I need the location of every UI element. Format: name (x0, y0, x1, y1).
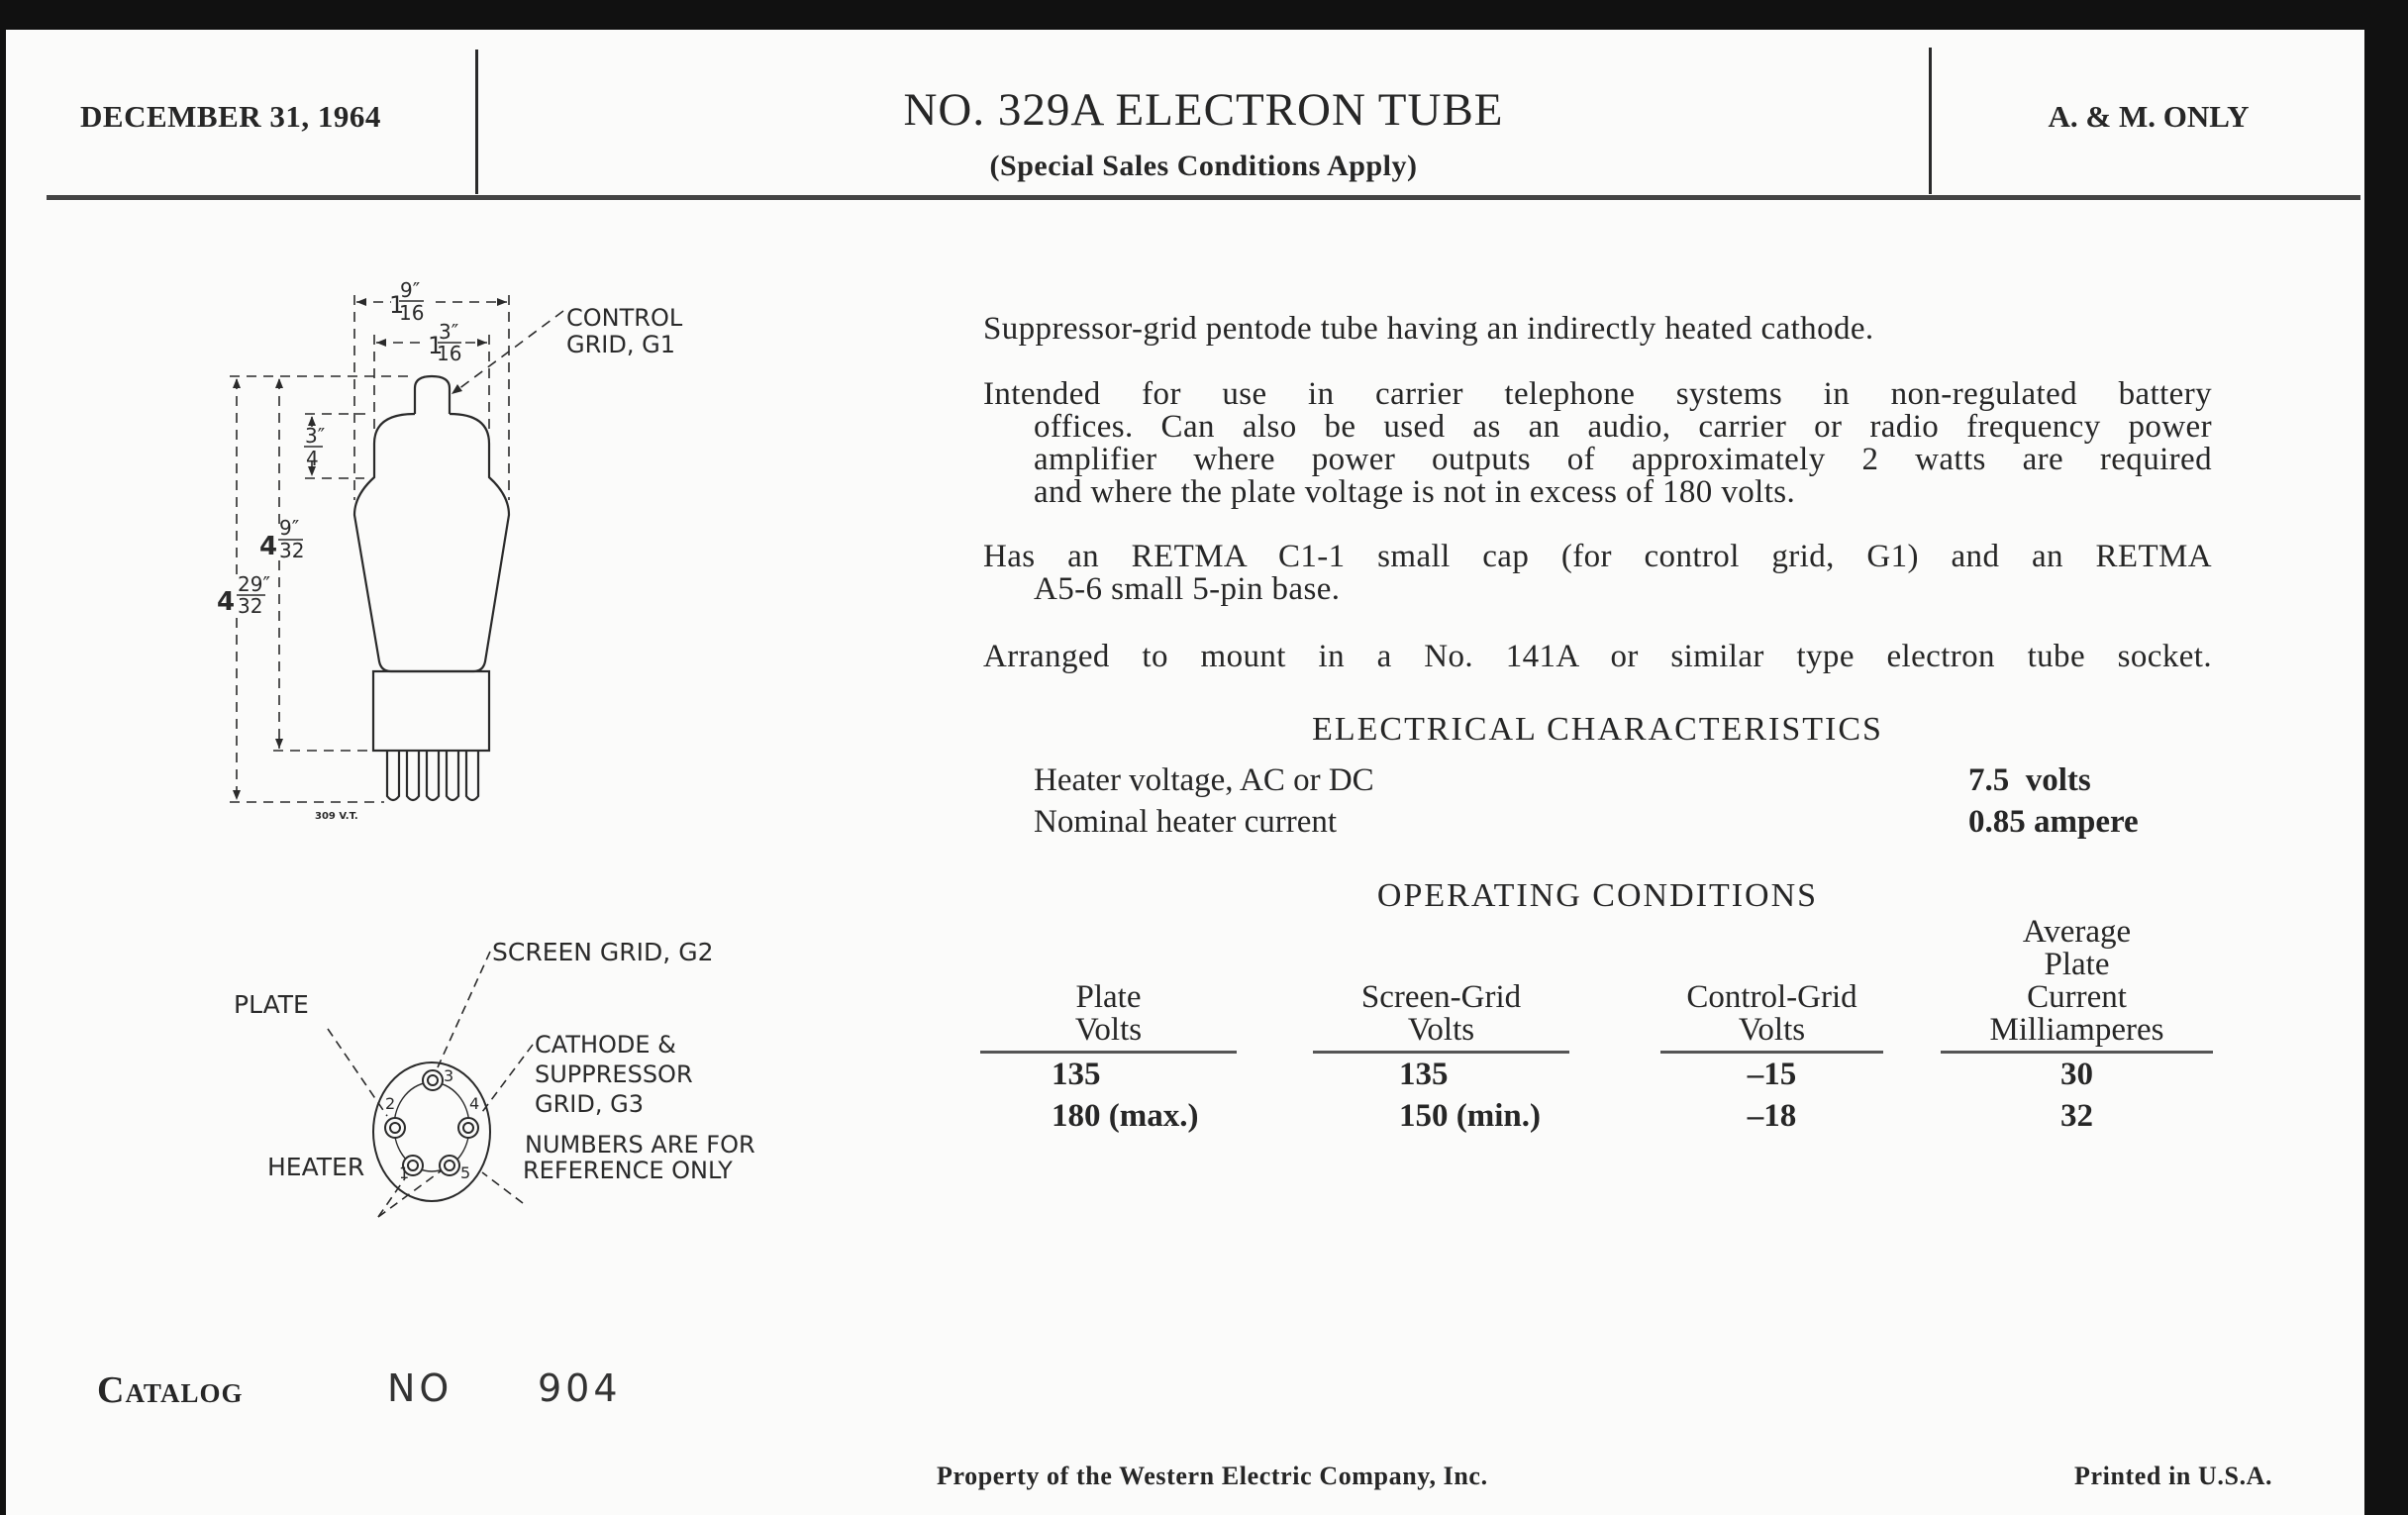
operating-heading: OPERATING CONDITIONS (1376, 877, 1819, 914)
tube-base (373, 671, 489, 751)
electrical-label: Nominal heater current (1034, 804, 1338, 840)
page-title: NO. 329A ELECTRON TUBE (903, 84, 1504, 136)
dimension-labels (217, 278, 683, 822)
dim-overall-height-num: 29″ (238, 572, 270, 596)
pin-number: 1 (399, 1163, 410, 1182)
dim-seated-height-den: 32 (279, 539, 305, 562)
column-header: Milliamperes (1989, 1012, 2164, 1048)
catalog-label: Catalog (97, 1369, 244, 1411)
grid-cap (415, 376, 450, 414)
table-cell: 32 (2060, 1098, 2093, 1134)
dim-inner-width-num: 3″ (439, 320, 459, 344)
column-header: Plate (2044, 947, 2110, 982)
electrical-label: Heater voltage, AC or DC (1034, 762, 1374, 798)
electrical-value: 7.5 volts (1968, 762, 2091, 798)
pin-sockets (385, 1070, 478, 1175)
footer-property: Property of the Western Electric Company, Inc. (937, 1462, 1488, 1490)
control-grid-label: GRID, G1 (566, 331, 675, 358)
reference-note: NUMBERS ARE FOR (525, 1131, 755, 1159)
paragraph-line: Arranged to mount in a No. 141A or similar type electron tube socket. (983, 639, 2212, 674)
base-pins (387, 751, 478, 800)
dim-seated-height-whole: 4 (259, 532, 278, 561)
dim-shoulder-num: 3″ (305, 424, 326, 448)
pin-number: 5 (460, 1163, 471, 1182)
heater-label: HEATER (267, 1153, 365, 1181)
paragraph-line: and where the plate voltage is not in excess of 180 volts. (1034, 474, 1796, 510)
table-cell: 135 (1052, 1057, 1101, 1092)
paragraph-line: Suppressor-grid pentode tube having an indirectly heated cathode. (983, 311, 1874, 347)
cathode-label: GRID, G3 (535, 1090, 644, 1118)
table-cell: 30 (2060, 1057, 2093, 1092)
paragraph-line: Intended for use in carrier telephone systems in non-regulated battery (983, 376, 2212, 412)
table-cell: 180 (max.) (1052, 1098, 1199, 1134)
reference-note: REFERENCE ONLY (523, 1157, 733, 1184)
column-header: Plate (1075, 979, 1142, 1015)
cathode-label: CATHODE & (535, 1031, 676, 1059)
electrical-value: 0.85 ampere (1968, 804, 2139, 840)
catalog-no-label: NO (387, 1366, 453, 1410)
paragraph-line: amplifier where power outputs of approximately 2 watts are required (1034, 442, 2212, 477)
dim-outer-width-num: 9″ (400, 278, 421, 302)
dim-overall-height-whole: 4 (217, 587, 236, 617)
page-subtitle: (Special Sales Conditions Apply) (989, 150, 1418, 182)
catalog-number: 904 (538, 1366, 622, 1410)
paragraph-line: offices. Can also be used as an audio, carrier or radio frequency power (1034, 409, 2212, 445)
dim-shoulder-den: 4 (306, 447, 319, 470)
drawing-number: 309 V.T. (315, 811, 358, 822)
dim-inner-width-den: 16 (437, 342, 462, 365)
screen-grid-label: SCREEN GRID, G2 (492, 938, 714, 966)
dim-overall-height-den: 32 (238, 594, 263, 618)
column-header: Current (2027, 979, 2127, 1015)
pin-number: 4 (469, 1094, 480, 1113)
table-cell: 135 (1399, 1057, 1449, 1092)
table-cell: –18 (1747, 1098, 1797, 1134)
footer-printed: Printed in U.S.A. (2074, 1462, 2273, 1490)
column-header: Volts (1074, 1012, 1143, 1048)
table-cell: –15 (1747, 1057, 1797, 1092)
dim-seated-height-num: 9″ (279, 516, 300, 540)
dim-outer-width-den: 16 (399, 301, 425, 325)
base-pin-diagram (234, 938, 755, 1217)
plate-label: PLATE (234, 990, 309, 1019)
paragraph-line: A5-6 small 5-pin base. (1034, 571, 1341, 607)
column-header: Control-Grid (1686, 979, 1857, 1015)
paragraph-line: Has an RETMA C1-1 small cap (for control grid, G1) and an RETMA (983, 539, 2212, 574)
column-header: Volts (1738, 1012, 1806, 1048)
column-header: Screen-Grid (1360, 979, 1522, 1015)
cathode-label: SUPPRESSOR (535, 1060, 693, 1088)
column-header: Average (2022, 914, 2132, 950)
tube-outline-drawing (354, 376, 509, 800)
glass-bulb (354, 414, 509, 671)
pin-number: 2 (385, 1094, 396, 1113)
electrical-heading: ELECTRICAL CHARACTERISTICS (1312, 711, 1883, 748)
dim-outer-width-whole: 1 (389, 291, 405, 319)
dim-inner-width-whole: 1 (428, 332, 444, 359)
restriction-label: A. & M. ONLY (2048, 99, 2250, 134)
column-header: Volts (1407, 1012, 1475, 1048)
table-cell: 150 (min.) (1399, 1098, 1541, 1134)
pin-number: 3 (444, 1066, 454, 1085)
control-grid-label: CONTROL (566, 304, 683, 332)
issue-date: DECEMBER 31, 1964 (80, 99, 381, 134)
